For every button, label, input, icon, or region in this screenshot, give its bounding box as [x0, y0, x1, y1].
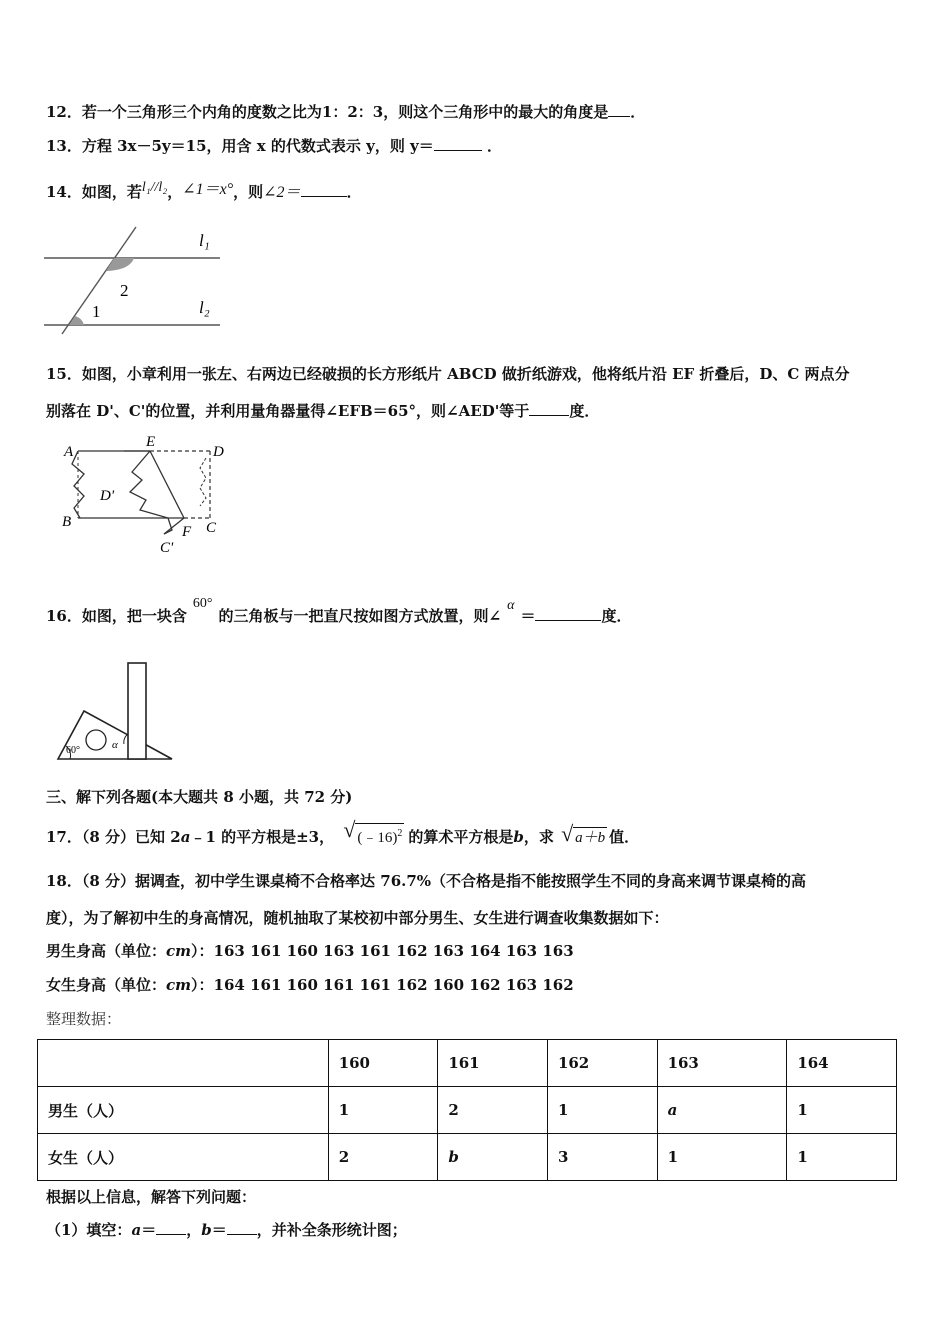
- table-cell: 女生（人）: [38, 1134, 329, 1181]
- organize-label: 整理数据：: [46, 1011, 122, 1028]
- girls-label: 女生身高（单位：: [46, 976, 167, 994]
- question-13: [46, 136, 502, 156]
- question-15-line-2: [46, 401, 599, 421]
- height-table: [37, 1039, 897, 1181]
- question-text-d: ，求: [523, 828, 554, 846]
- parallel-condition: l₁//l₂: [141, 180, 168, 195]
- label-end: ）：: [191, 976, 214, 994]
- answer-blank[interactable]: [535, 606, 601, 621]
- question-14: [46, 182, 362, 204]
- answer-blank[interactable]: [608, 102, 630, 117]
- table-cell: 男生（人）: [38, 1087, 329, 1134]
- label-C: C: [206, 520, 217, 536]
- table-header-cell: 161: [438, 1040, 548, 1087]
- girls-data: 164 161 160 161 161 162 160 162 163 162: [213, 976, 574, 994]
- equals: ＝: [141, 1221, 157, 1239]
- equals: ＝: [211, 1221, 227, 1239]
- question-text-c: 的算术平方根是: [408, 828, 514, 846]
- table-cell: 1: [657, 1134, 787, 1181]
- var-a: a: [180, 828, 191, 846]
- unit: cm: [166, 942, 192, 960]
- var-b: b: [201, 1221, 212, 1239]
- angle-1-value: ∠1＝x°: [182, 181, 234, 198]
- table-header-row: [38, 1040, 897, 1087]
- table-cell: 2: [328, 1134, 438, 1181]
- table-header-cell: 163: [657, 1040, 787, 1087]
- label-F: F: [182, 524, 192, 540]
- parallel-lines-figure: [44, 224, 224, 334]
- question-text: 若一个三角形三个内角的度数之比为1：2：3，则这个三角形中的最大的角度是: [81, 103, 609, 121]
- question-18-line-1: [46, 871, 806, 891]
- angle-2-mark: [106, 258, 134, 271]
- question-number: 17．: [46, 828, 82, 846]
- answer-blank[interactable]: [529, 401, 569, 416]
- question-text: （8 分）据调查，初中学生课桌椅不合格率达 76.7%（不合格是指不能按照学生不同的身高来调节课桌椅的高: [81, 872, 807, 890]
- label-l1: l₁: [199, 231, 210, 250]
- question-number: 16．: [46, 607, 82, 625]
- answer-blank-a[interactable]: [156, 1220, 186, 1235]
- question-end: ．: [630, 103, 646, 121]
- table-cell: a: [657, 1087, 787, 1134]
- question-text: 方程 3x－5y＝15，用含 x 的代数式表示 y，则 y＝: [81, 137, 434, 155]
- question-15-line-1: [46, 364, 850, 384]
- table-cell: b: [438, 1134, 548, 1181]
- table-cell: 1: [787, 1087, 897, 1134]
- boys-data: 163 161 160 163 161 162 163 164 163 163: [213, 942, 574, 960]
- question-18-line-2: [46, 908, 669, 928]
- alpha-symbol: α: [507, 598, 515, 613]
- label-angle-2: 2: [120, 281, 129, 300]
- label-end: ）：: [191, 942, 214, 960]
- table-cell: 2: [438, 1087, 548, 1134]
- question-end: ．: [481, 137, 503, 155]
- question-text: 度），为了解初中生的身高情况，随机抽取了某校初中部分男生、女生进行调查收集数据如下：: [46, 909, 669, 927]
- sub-question-end: ，并补全条形统计图；: [256, 1221, 407, 1239]
- table-row: [38, 1087, 897, 1134]
- girls-heights: [46, 975, 574, 995]
- question-end: 值．: [609, 828, 640, 846]
- question-number: 18．: [46, 872, 82, 890]
- question-text: （8 分）已知 2: [81, 828, 181, 846]
- label-l2: l₂: [199, 298, 210, 317]
- table-cell: 3: [547, 1134, 657, 1181]
- equals: ＝: [520, 607, 536, 625]
- question-end: ．: [346, 183, 362, 201]
- question-text: 如图，小章利用一张左、右两边已经破损的长方形纸片 ABCD 做折纸游戏，他将纸片沿 EF 折叠后，D、C 两点分: [81, 365, 850, 383]
- question-text: 别落在 D'、C'的位置，并利用量角器量得∠EFB＝65°，则∠AED'等于: [46, 402, 530, 420]
- table-cell: 1: [787, 1134, 897, 1181]
- answer-blank[interactable]: [301, 182, 347, 197]
- question-end: 度．: [569, 402, 600, 420]
- var-b: b: [513, 828, 524, 846]
- triangle-hole: [86, 730, 106, 750]
- table-row: [38, 1134, 897, 1181]
- ruler: [128, 663, 146, 759]
- table-header-cell: 164: [787, 1040, 897, 1087]
- section-title: 三、解下列各题(本大题共 8 小题，共 72 分): [46, 788, 353, 806]
- comma: ，: [167, 183, 183, 201]
- label-A: A: [64, 444, 74, 460]
- question-number: 14．: [46, 183, 82, 201]
- question-text-b: ﹣1 的平方根是±3，: [190, 828, 335, 846]
- triangle-ruler-figure: [56, 660, 180, 764]
- question-text-b: ，则: [233, 183, 264, 201]
- label-E: E: [146, 434, 156, 450]
- answer-blank-b[interactable]: [227, 1220, 257, 1235]
- label-angle-1: 1: [92, 302, 101, 321]
- prompt: 根据以上信息，解答下列问题：: [46, 1188, 257, 1206]
- label-alpha: α: [112, 739, 118, 751]
- boys-label: 男生身高（单位：: [46, 942, 167, 960]
- table-cell: 1: [328, 1087, 438, 1134]
- question-16: [46, 596, 632, 628]
- label-D: D: [213, 444, 224, 460]
- comma: ，: [186, 1221, 202, 1239]
- question-text: 如图，若: [81, 183, 142, 201]
- table-header-cell: [38, 1040, 329, 1087]
- boys-heights: [46, 941, 574, 961]
- question-text: 如图，把一块含: [81, 607, 187, 625]
- label-B: B: [62, 514, 72, 530]
- question-number: 13．: [46, 137, 82, 155]
- question-17: [46, 817, 640, 848]
- angle-2-label: ∠2＝: [263, 184, 301, 201]
- var-a: a: [131, 1221, 142, 1239]
- table-cell: 1: [547, 1087, 657, 1134]
- table-header-cell: 160: [328, 1040, 438, 1087]
- label-60: 60°: [66, 745, 80, 756]
- exponent: 2: [397, 828, 403, 839]
- question-12: [46, 102, 645, 122]
- question-end: 度．: [601, 607, 632, 625]
- sqrt-a-plus-b: √ a＋b: [561, 821, 606, 846]
- radicand-2: a＋b: [573, 827, 607, 848]
- sub-question-1: [46, 1220, 407, 1240]
- folding-paper-figure: [60, 434, 240, 558]
- degree-60: 60°: [192, 596, 213, 611]
- label-D-prime: D': [100, 488, 115, 504]
- question-number: 12．: [46, 103, 82, 121]
- sub-question-label: （1）填空：: [46, 1221, 132, 1239]
- question-text-b: 的三角板与一把直尺按如图方式放置，则∠: [218, 607, 502, 625]
- unit: cm: [166, 976, 192, 994]
- label-C-prime: C': [160, 540, 174, 556]
- sqrt-expression: √ (﹣16)$^2$: [343, 817, 403, 846]
- answer-blank[interactable]: [434, 136, 482, 151]
- question-number: 15．: [46, 365, 82, 383]
- radicand: (﹣16): [357, 830, 398, 846]
- table-header-cell: 162: [547, 1040, 657, 1087]
